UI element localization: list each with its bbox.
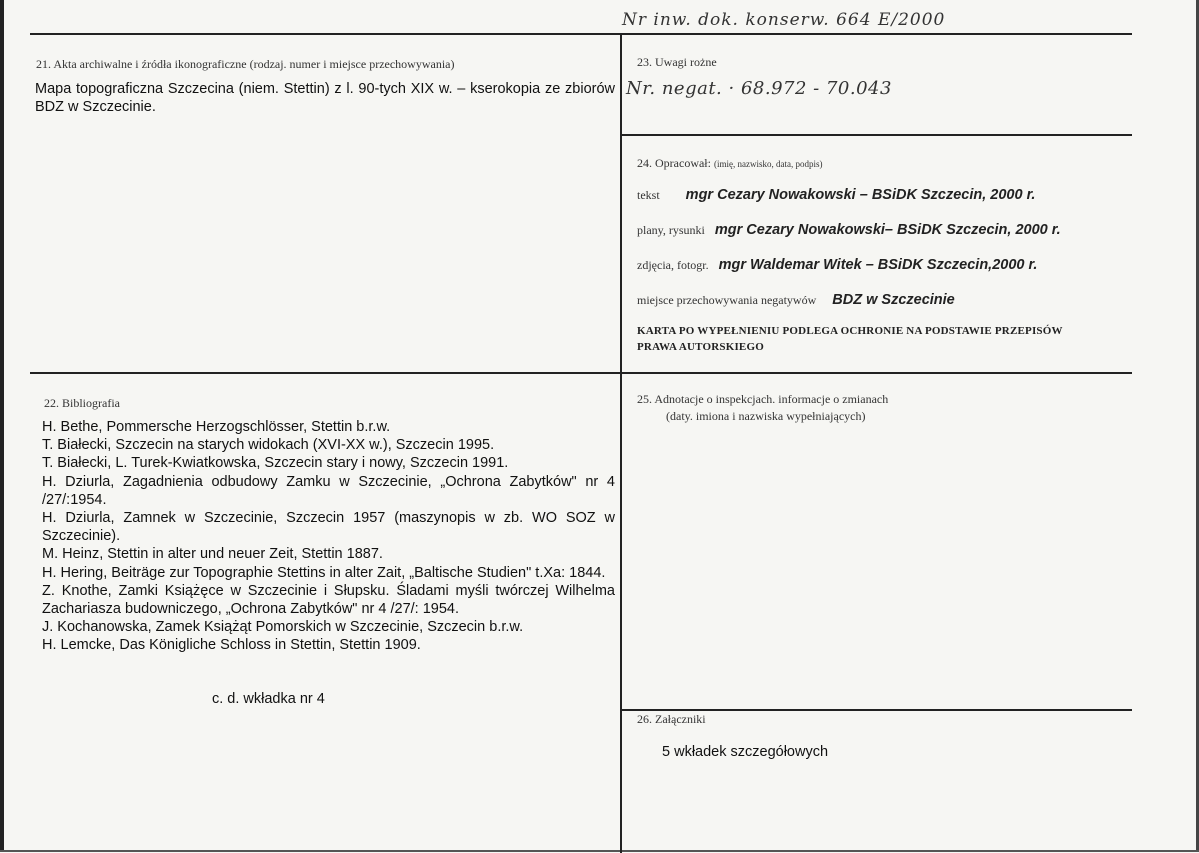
handwritten-negative-numbers: Nr. negat. · 68.972 - 70.043 xyxy=(626,78,892,99)
bibliography-continued-note: c. d. wkładka nr 4 xyxy=(212,691,325,707)
bibliography-entry: H. Lemcke, Das Königliche Schloss in Stettin, Stettin 1909. xyxy=(42,637,421,654)
author-row-value: BDZ w Szczecinie xyxy=(832,292,955,308)
author-row-text xyxy=(637,186,1035,204)
section-21-text: Mapa topograficzna Szczecina (niem. Stettin) z l. 90-tych XIX w. – kserokopia ze zbiorów BDZ w Szczecinie. xyxy=(35,81,615,115)
bibliography-entry: H. Dziurla, Zamnek w Szczecinie, Szczecin 1957 (maszynopis w zb. WO SOZ w Szczecinie). xyxy=(42,510,615,545)
section-25-label: 25. Adnotacje o inspekcjach. informacje o zmianach xyxy=(637,392,889,406)
section-22-label: 22. Bibliografia xyxy=(44,396,120,410)
author-row-label: tekst xyxy=(637,188,660,202)
author-row-label: zdjęcia, fotogr. xyxy=(637,258,709,272)
center-divider xyxy=(620,33,622,853)
author-row-value: mgr Cezary Nowakowski – BSiDK Szczecin, 2000 r. xyxy=(685,187,1036,203)
section-24-hint: (imię, nazwisko, data, podpis) xyxy=(713,159,823,169)
bibliography-entry: H. Dziurla, Zagadnienia odbudowy Zamku w Szczecinie, „Ochrona Zabytków" nr 4 /27/:1954. xyxy=(42,473,615,508)
copyright-notice-line-2: PRAWA AUTORSKIEGO xyxy=(637,341,764,353)
section-24-title: 24. Opracował: xyxy=(637,156,711,170)
bibliography-entry: J. Kochanowska, Zamek Książąt Pomorskich w Szczecinie, Szczecin b.r.w. xyxy=(42,619,524,636)
author-row-label: plany, rysunki xyxy=(637,223,705,237)
top-rule xyxy=(30,33,1132,35)
bibliography-entry: T. Białecki, Szczecin na starych widokach (XVI-XX w.), Szczecin 1995. xyxy=(42,437,495,454)
bibliography-entry: H. Hering, Beiträge zur Topographie Stettins in alter Zait, „Baltische Studien" t.Xa: 1844. xyxy=(42,564,606,581)
bibliography-list xyxy=(42,418,615,655)
author-row-photos xyxy=(637,256,1037,274)
section-24-label xyxy=(637,156,822,171)
author-row-value: mgr Waldemar Witek – BSiDK Szczecin,2000 r. xyxy=(718,257,1038,273)
author-row-negatives xyxy=(637,291,955,309)
section-23-label: 23. Uwagi rożne xyxy=(637,55,717,69)
rule-25-26 xyxy=(622,709,1132,711)
bibliography-entry: Z. Knothe, Zamki Książęce w Szczecinie i Słupsku. Śladami myśli twórczej Wilhelma Zachariasza budowniczego, „Ochrona Zabytków" nr 4 /27/: 1954. xyxy=(42,582,615,618)
bibliography-entry: M. Heinz, Stettin in alter und neuer Zeit, Stettin 1887. xyxy=(42,546,383,563)
section-26-label: 26. Załączniki xyxy=(637,712,706,726)
handwritten-inventory-number: Nr inw. dok. konserw. 664 E/2000 xyxy=(622,10,946,30)
copyright-notice-line-1: KARTA PO WYPEŁNIENIU PODLEGA OCHRONIE NA PODSTAWIE PRZEPISÓW xyxy=(637,325,1063,337)
bibliography-entry: H. Bethe, Pommersche Herzogschlösser, Stettin b.r.w. xyxy=(42,419,391,435)
attachments-text: 5 wkładek szczegółowych xyxy=(662,744,829,760)
author-row-value: mgr Cezary Nowakowski– BSiDK Szczecin, 2000 r. xyxy=(714,222,1061,238)
scan-edge-left xyxy=(0,0,4,852)
bibliography-entry: T. Białecki, L. Turek-Kwiatkowska, Szczecin stary i nowy, Szczecin 1991. xyxy=(42,455,509,472)
author-row-label: miejsce przechowywania negatywów xyxy=(637,293,817,307)
section-25-sublabel: (daty. imiona i nazwiska wypełniających) xyxy=(666,409,866,423)
section-21-label: 21. Akta archiwalne i źródła ikonograficzne (rodzaj. numer i miejsce przechowywania) xyxy=(36,57,455,71)
rule-23-24 xyxy=(622,134,1132,136)
middle-rule xyxy=(30,372,1132,374)
author-row-plans xyxy=(637,221,1061,239)
